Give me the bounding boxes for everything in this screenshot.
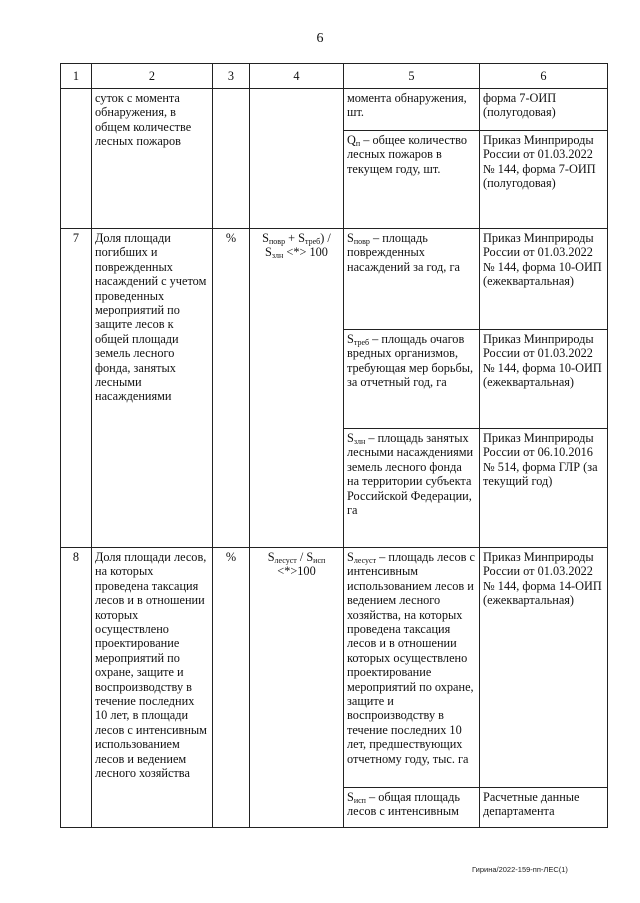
header-col-4: 4 [250,64,344,89]
header-col-2: 2 [92,64,213,89]
variable-description: $S_{треб}$ – площадь очагов вредных организмов, требующая мер борьбы, за отчетный год, га [344,330,480,429]
variable-description: $S_{злн}$ – площадь занятых лесными насаждениями земель лесного фонда на территории субъекта Российской Федерации, га [344,429,480,548]
unit-cell: % [213,548,250,828]
unit-cell: % [213,229,250,548]
row-number [61,89,92,229]
data-source: форма 7-ОИП (полугодовая) [480,89,608,131]
data-source: Приказ Минприроды России от 06.10.2016 № 514, форма ГЛР (за текущий год) [480,429,608,548]
variable-description: $S_{повр}$ – площадь поврежденных насаждений за год, га [344,229,480,330]
indicators-table [60,63,608,828]
indicator-name: Доля площади лесов, на которых проведена таксация лесов и в отношении которых осуществлено проектирование мероприятий по охране, защите и воспроизводству в течение последних 10 лет, в площади лесов с интенсивным использованием лесов и ведением лесного хозяйства [92,548,213,828]
header-col-5: 5 [344,64,480,89]
variable-description: $S_{лесуст}$ – площадь лесов с интенсивным использованием лесов и ведением лесного хозяйства, на которых проведена таксация лесов и в отношении которых осуществлено проектирование мероприятий по охране, защите и воспроизводству в течение последних 10 лет, предшествующих отчетному году, тыс. га [344,548,480,788]
row-number: 8 [61,548,92,828]
row-number: 7 [61,229,92,548]
formula-cell: $S_{лесуст} / S_{исп} <*>100$ [250,548,344,828]
variable-description: $S_{исп}$ – общая площадь лесов с интенсивным [344,788,480,828]
table-row [61,89,608,131]
data-source: Приказ Минприроды России от 01.03.2022 № 144, форма 7-ОИП (полугодовая) [480,131,608,229]
header-col-6: 6 [480,64,608,89]
table-row [61,229,608,330]
variable-description: $Q_п$ – общее количество лесных пожаров в текущем году, шт. [344,131,480,229]
header-col-1: 1 [61,64,92,89]
data-source: Приказ Минприроды России от 01.03.2022 № 144, форма 14-ОИП (ежеквартальная) [480,548,608,788]
document-code: Гирина/2022-159-пп-ЛЕС(1) [472,865,568,874]
formula-cell [250,89,344,229]
formula-cell: $S_{повр} + S_{треб}) / S_{злн}$ <*> 100 [250,229,344,548]
header-col-3: 3 [213,64,250,89]
indicator-name: Доля площади погибших и поврежденных насаждений с учетом проведенных мероприятий по защите лесов к общей площади земель лесного фонда, занятых лесными насаждениями [92,229,213,548]
indicator-name: суток с момента обнаружения, в общем количестве лесных пожаров [92,89,213,229]
variable-description: момента обнаружения, шт. [344,89,480,131]
table-header-row [61,64,608,89]
unit-cell [213,89,250,229]
page-number: 6 [316,31,324,46]
data-source: Расчетные данные департамента [480,788,608,828]
data-source: Приказ Минприроды России от 01.03.2022 № 144, форма 10-ОИП (ежеквартальная) [480,330,608,429]
data-source: Приказ Минприроды России от 01.03.2022 № 144, форма 10-ОИП (ежеквартальная) [480,229,608,330]
table-row [61,548,608,788]
